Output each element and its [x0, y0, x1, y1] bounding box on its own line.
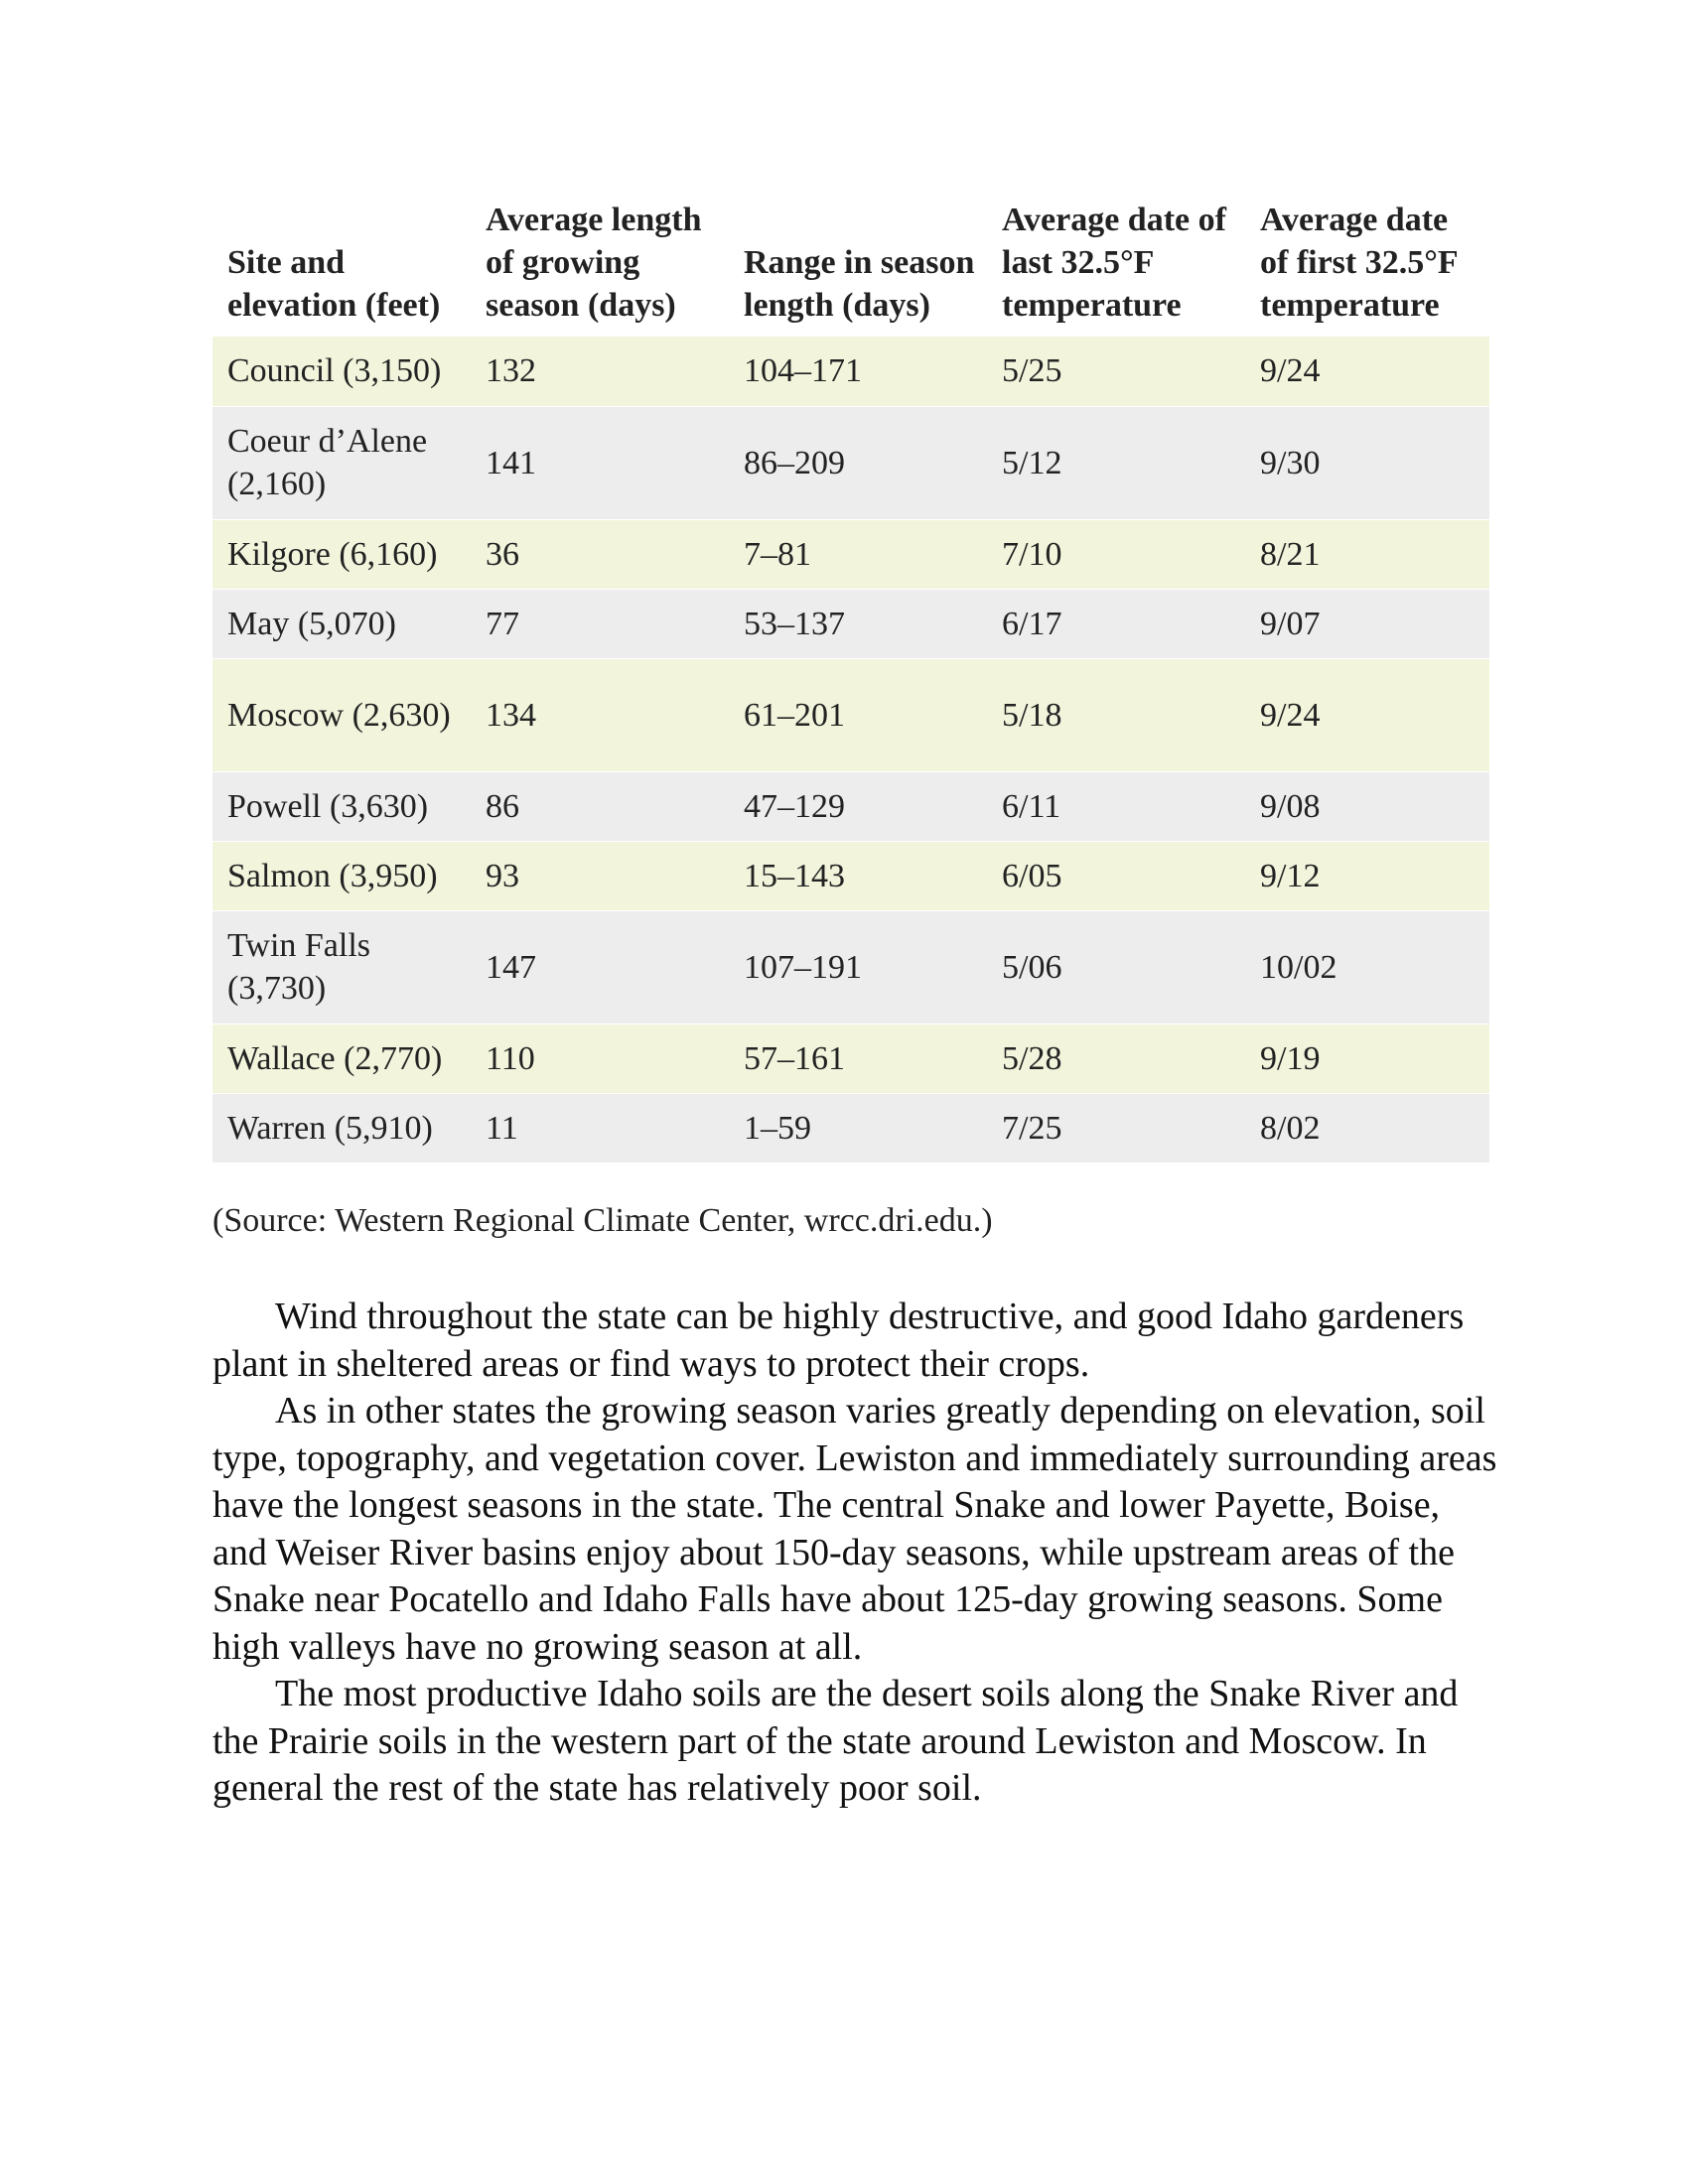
cell-site: Warren (5,910)	[212, 1093, 471, 1162]
cell-last-date: 6/05	[987, 841, 1245, 910]
cell-range: 47–129	[729, 771, 987, 841]
table-source-note: (Source: Western Regional Climate Center, wrcc.dri.edu.)	[212, 1202, 993, 1239]
table-row	[212, 910, 1489, 1024]
cell-avg-length: 86	[471, 771, 729, 841]
cell-avg-length: 11	[471, 1093, 729, 1162]
table-row	[212, 658, 1489, 771]
cell-range: 107–191	[729, 910, 987, 1024]
cell-range: 61–201	[729, 658, 987, 771]
paragraph-growing-season: As in other states the growing season varies greatly depending on elevation, soil type, topography, and vegetation cover. Lewiston and immediately surrounding areas have the longest seasons in the state. The central Snake and lower Payette, Boise, and Weiser River basins enjoy about 150-day seasons, while upstream areas of the Snake near Pocatello and Idaho Falls have about 125-day growing seasons. Some high valleys have no growing season at all.	[212, 1390, 1497, 1668]
cell-site: Powell (3,630)	[212, 771, 471, 841]
cell-first-date: 9/30	[1245, 406, 1489, 519]
cell-last-date: 7/25	[987, 1093, 1245, 1162]
cell-last-date: 5/25	[987, 337, 1245, 406]
cell-first-date: 10/02	[1245, 910, 1489, 1024]
cell-last-date: 5/06	[987, 910, 1245, 1024]
cell-first-date: 9/19	[1245, 1024, 1489, 1093]
table-row	[212, 841, 1489, 910]
cell-first-date: 9/12	[1245, 841, 1489, 910]
paragraph-wind: Wind throughout the state can be highly destructive, and good Idaho gardeners plant in sheltered areas or find ways to protect their crops.	[212, 1296, 1465, 1385]
table-row	[212, 1024, 1489, 1093]
cell-first-date: 8/02	[1245, 1093, 1489, 1162]
cell-first-date: 9/24	[1245, 658, 1489, 771]
cell-avg-length: 132	[471, 337, 729, 406]
growing-season-table	[212, 199, 1489, 1163]
cell-avg-length: 141	[471, 406, 729, 519]
cell-last-date: 7/10	[987, 519, 1245, 589]
cell-avg-length: 93	[471, 841, 729, 910]
cell-first-date: 9/24	[1245, 337, 1489, 406]
cell-last-date: 5/12	[987, 406, 1245, 519]
cell-site: Wallace (2,770)	[212, 1024, 471, 1093]
header-average-length: Average length of growing season (days)	[486, 202, 702, 324]
cell-last-date: 6/17	[987, 589, 1245, 658]
cell-range: 57–161	[729, 1024, 987, 1093]
cell-avg-length: 134	[471, 658, 729, 771]
cell-avg-length: 77	[471, 589, 729, 658]
cell-site: Moscow (2,630)	[212, 658, 471, 771]
header-first-frost-date: Average date of first 32.5°F temperature	[1260, 202, 1458, 324]
cell-range: 104–171	[729, 337, 987, 406]
table-row	[212, 337, 1489, 406]
cell-avg-length: 110	[471, 1024, 729, 1093]
header-site-elevation: Site and elevation (feet)	[227, 244, 441, 324]
table-header-row	[212, 199, 1489, 337]
cell-site: Salmon (3,950)	[212, 841, 471, 910]
cell-first-date: 8/21	[1245, 519, 1489, 589]
table-row	[212, 771, 1489, 841]
header-last-frost-date: Average date of last 32.5°F temperature	[1002, 202, 1226, 324]
growing-season-table-wrapper	[212, 199, 1489, 1163]
paragraph-soils: The most productive Idaho soils are the desert soils along the Snake River and the Prairie soils in the western part of the state around Lewiston and Moscow. In general the rest of the state has relatively poor soil.	[212, 1673, 1459, 1809]
cell-site: Twin Falls (3,730)	[212, 910, 471, 1024]
table-row	[212, 519, 1489, 589]
cell-first-date: 9/08	[1245, 771, 1489, 841]
cell-site: Coeur d’Alene (2,160)	[212, 406, 471, 519]
cell-first-date: 9/07	[1245, 589, 1489, 658]
cell-site: Kilgore (6,160)	[212, 519, 471, 589]
cell-last-date: 5/28	[987, 1024, 1245, 1093]
header-range-season-length: Range in season length (days)	[744, 244, 975, 324]
table-row	[212, 589, 1489, 658]
cell-range: 15–143	[729, 841, 987, 910]
cell-range: 1–59	[729, 1093, 987, 1162]
cell-site: May (5,070)	[212, 589, 471, 658]
cell-site: Council (3,150)	[212, 337, 471, 406]
cell-last-date: 5/18	[987, 658, 1245, 771]
table-row	[212, 406, 1489, 519]
table-row	[212, 1093, 1489, 1162]
cell-avg-length: 36	[471, 519, 729, 589]
cell-last-date: 6/11	[987, 771, 1245, 841]
cell-range: 86–209	[729, 406, 987, 519]
body-text	[212, 1294, 1503, 1813]
cell-avg-length: 147	[471, 910, 729, 1024]
cell-range: 53–137	[729, 589, 987, 658]
cell-range: 7–81	[729, 519, 987, 589]
